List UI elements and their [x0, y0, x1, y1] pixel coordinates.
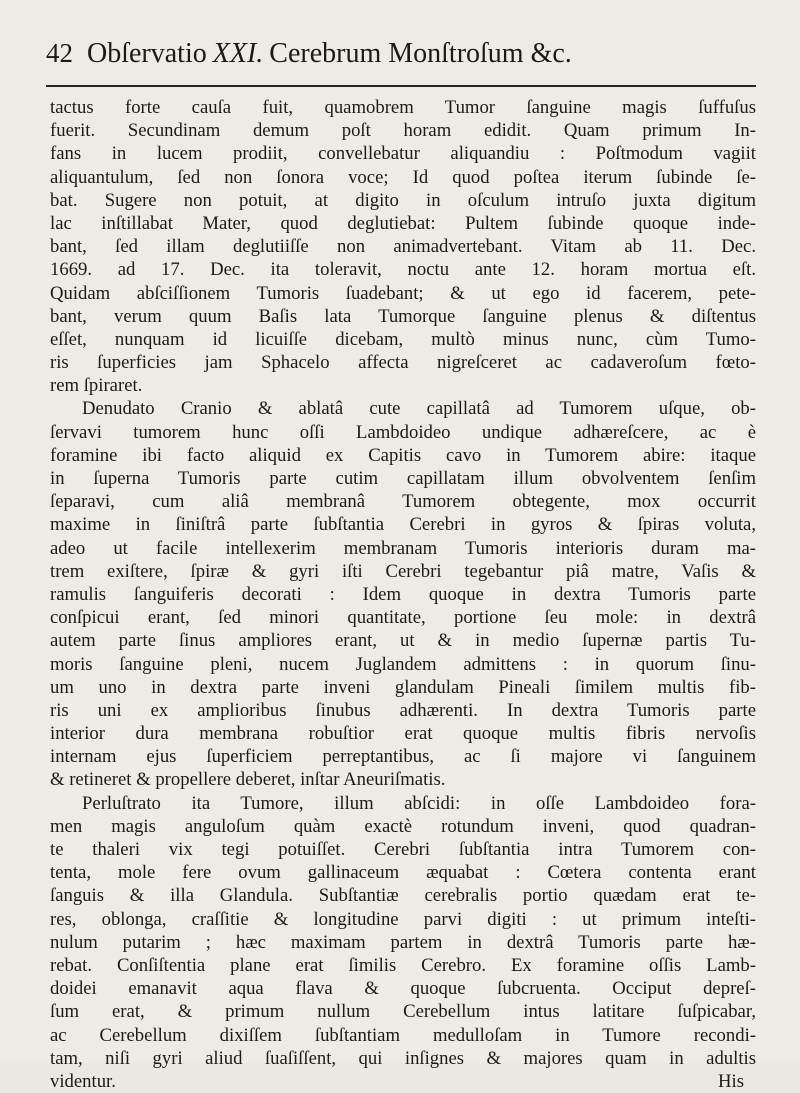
running-title: [87, 38, 572, 70]
text-line: aliquantulum, ſed non ſonora voce; Id quod poſtea iterum ſubinde ſe-: [50, 166, 756, 188]
text-line: adeo ut facile intellexerim membranam Tumoris interioris duram ma-: [50, 537, 756, 559]
text-line: conſpicui erant, ſed minori quantitate, portione ſeu mole: in dextrâ: [50, 607, 756, 629]
text-line: bant, verum quum Baſis lata Tumorque ſanguine plenus & diſtentus: [50, 305, 756, 327]
text-line: te thaleri vix tegi potuiſſet. Cerebri ſubſtantia intra Tumorem con-: [50, 839, 756, 860]
text-line: autem parte ſinus ampliores erant, ut & in medio ſupernæ partis Tu-: [50, 630, 756, 652]
text-line: ſanguis & illa Glandula. Subſtantiæ cerebralis portio quædam erat te-: [50, 885, 756, 907]
text-line: tenta, mole fere ovum gallinaceum æquabat : Cœtera contenta erant: [50, 862, 756, 884]
text-line: moris ſanguine pleni, nucem Juglandem admittens : in quorum ſinu-: [50, 653, 756, 675]
observation-label: Obſervatio: [87, 38, 207, 69]
paragraph-end-line: & retineret & propellere deberet, inſtar Aneuriſmatis.: [50, 769, 446, 791]
text-line: in ſuperna Tumoris parte cutim capillatam illum obvolventem ſenſim: [50, 468, 756, 489]
catchword: His: [718, 1070, 744, 1092]
text-line: fuerit. Secundinam demum poſt horam edidit. Quam primum In-: [50, 120, 756, 142]
text-line: rebat. Conſiſtentia plane erat ſimilis Cerebro. Ex foramine oſſis Lamb-: [50, 954, 756, 976]
text-line: tactus forte cauſa fuit, quamobrem Tumor ſanguine magis ſuffuſus: [50, 97, 756, 118]
text-line: ris ſuperficies jam Sphacelo affecta nigreſceret ac cadaveroſum fœto-: [50, 352, 756, 374]
observation-number: XXI.: [212, 38, 264, 69]
header-rule: [46, 85, 756, 87]
text-line: ſeparavi, cum aliâ membranâ Tumorem obtegente, mox occurrit: [50, 491, 756, 513]
text-line: lac inſtillabat Mater, quod deglutiebat: Pultem ſubinde quoque inde-: [50, 212, 756, 234]
page-number: 42: [46, 38, 73, 68]
text-line: Quidam abſciſſionem Tumoris ſuadebant; & ut ego id facerem, pete-: [50, 282, 756, 304]
text-line: fans in lucem prodiit, convellebatur aliquandiu : Poſtmodum vagiit: [50, 143, 756, 165]
text-line: um uno in dextra parte inveni glandulam Pineali ſimilem multis fib-: [50, 676, 756, 698]
text-line: ſervavi tumorem hunc oſſi Lambdoideo undique adhæreſcere, ac è: [50, 421, 756, 443]
paragraph-end-line: videntur.: [50, 1070, 116, 1092]
observation-topic: Cerebrum Monſtroſum &c.: [269, 38, 572, 69]
text-line: nulum putarim ; hæc maximam partem in dextrâ Tumoris parte hæ-: [50, 931, 756, 953]
text-line: bant, ſed illam deglutiiſſe non animadvertebant. Vitam ab 11. Dec.: [50, 236, 756, 258]
text-line: doidei emanavit aqua flava & quoque ſubcruenta. Occiput depreſ-: [50, 978, 756, 1000]
text-line: res, oblonga, craſſitie & longitudine parvi digiti : ut primum inteſti-: [50, 908, 756, 930]
text-line: trem exiſtere, ſpiræ & gyri iſti Cerebri tegebantur piâ matre, Vaſis &: [50, 560, 756, 582]
text-line: eſſet, nunquam id licuiſſe dicebam, multò minus nunc, cùm Tumo-: [50, 328, 756, 350]
text-line: 1669. ad 17. Dec. ita toleravit, noctu ante 12. horam mortua eſt.: [50, 259, 756, 281]
text-line: internam ejus ſuperficiem perreptantibus, ac ſi majore vi ſanguinem: [50, 746, 756, 768]
text-line: ramulis ſanguiferis decorati : Idem quoque in dextra Tumoris parte: [50, 583, 756, 605]
text-line: tam, niſi gyri aliud ſuaſiſſent, qui inſignes & majores quam in adultis: [50, 1047, 756, 1069]
text-line: ris uni ex amplioribus ſinubus adhærenti. In dextra Tumoris parte: [50, 699, 756, 721]
paragraph-end-line: rem ſpiraret.: [50, 375, 143, 397]
running-header: [46, 38, 756, 84]
paragraph-start-line: Denudato Cranio & ablatâ cute capillatâ ad Tumorem uſque, ob-: [82, 398, 756, 420]
text-line: men magis anguloſum quàm exactè rotundum inveni, quod quadran-: [50, 815, 756, 837]
text-line: bat. Sugere non potuit, at digito in oſculum intruſo juxta digitum: [50, 189, 756, 211]
body-text: [50, 96, 756, 1093]
text-line: ſum erat, & primum nullum Cerebellum intus latitare ſuſpicabar,: [50, 1001, 756, 1023]
text-line: foramine ibi facto aliquid ex Capitis cavo in Tumorem abire: itaque: [50, 444, 756, 466]
final-line-row: [50, 1070, 756, 1093]
text-line: maxime in ſiniſtrâ parte ſubſtantia Cerebri in gyros & ſpiras voluta,: [50, 514, 756, 536]
paragraph-start-line: Perluſtrato ita Tumore, illum abſcidi: in oſſe Lambdoideo fora-: [82, 792, 756, 814]
text-line: ac Cerebellum dixiſſem ſubſtantiam medulloſam in Tumore recondi-: [50, 1024, 756, 1046]
text-line: interior dura membrana robuſtior erat quoque multis fibris nervoſis: [50, 723, 756, 745]
